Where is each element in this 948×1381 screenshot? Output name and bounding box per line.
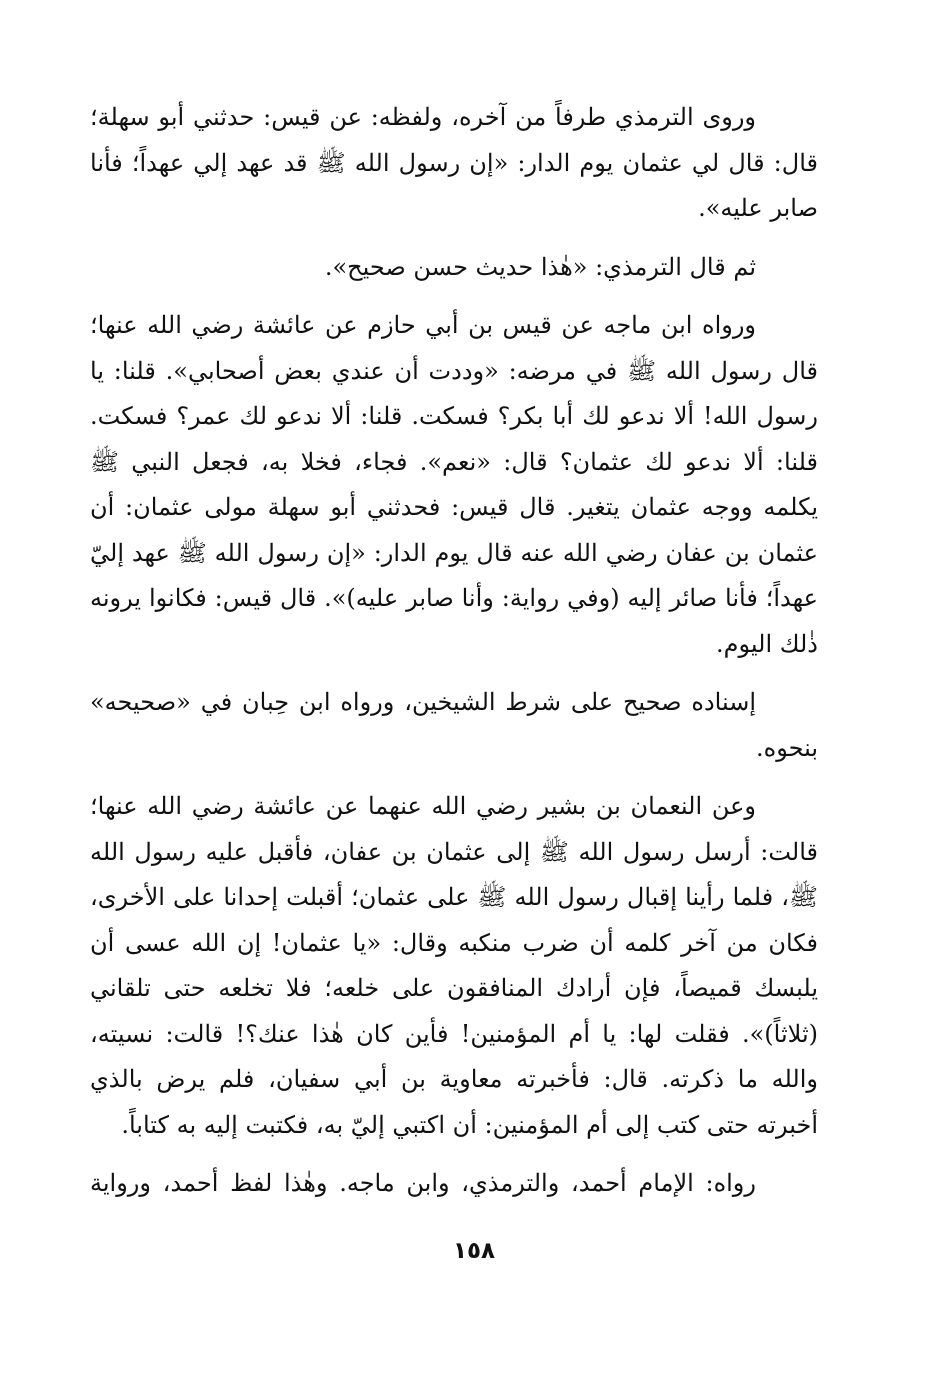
paragraph-tirmidhi-narration: وروى الترمذي طرفاً من آخره، ولفظه: عن قيس: حدثني أبو سهلة؛ قال: قال لي عثمان يوم الدار: «إن رسول الله ﷺ قد عهد إلي عهداً؛ فأنا صابر عليه». (90, 103, 818, 222)
paragraph-sources: رواه: الإمام أحمد، والترمذي، وابن ماجه. وهٰذا لفظ أحمد، ورواية (90, 1169, 756, 1197)
paragraph-ibn-majah-narration: ورواه ابن ماجه عن قيس بن أبي حازم عن عائشة رضي الله عنها؛ قال رسول الله ﷺ في مرضه: «وددت أن عندي بعض أصحابي». قلنا: يا رسول الله! ألا ندعو لك أبا بكر؟ فسكت. قلنا: ألا ندعو لك عمر؟ فسكت. قلنا: ألا ندعو لك عثمان؟ قال: «نعم». فجاء، فخلا به، فجعل النبي ﷺ يكلمه ووجه عثمان يتغير. قال قيس: فحدثني أبو سهلة مولى عثمان: أن عثمان بن عفان رضي الله عنه قال يوم الدار: «إن رسول الله ﷺ عهد إليّ عهداً؛ فأنا صائر إليه (وفي رواية: وأنا صابر عليه)». قال قيس: فكانوا يرونه ذٰلك اليوم. (90, 311, 818, 658)
paragraph-tirmidhi-grading: ثم قال الترمذي: «هٰذا حديث حسن صحيح». (324, 252, 756, 281)
paragraph-numan-narration: وعن النعمان بن بشير رضي الله عنهما عن عائشة رضي الله عنها؛ قالت: أرسل رسول الله ﷺ إلى عثمان بن عفان، فأقبل عليه رسول الله ﷺ، فلما رأينا إقبال رسول الله ﷺ على عثمان؛ أقبلت إحدانا على الأخرى، فكان من آخر كلمه أن ضرب منكبه وقال: «يا عثمان! إن الله عسى أن يلبسك قميصاً، فإن أرادك المنافقون على خلعه؛ فلا تخلعه حتى تلقاني (ثلاثاً)». فقلت لها: يا أم المؤمنين! فأين كان هٰذا عنك؟! قالت: نسيته، والله ما ذكرته. قال: فأخبرته معاوية بن أبي سفيان، فلم يرض بالذي أخبرته حتى كتب إلى أم المؤمنين: أن اكتبي إليّ به، فكتبت إليه به كتاباً. (90, 792, 818, 1139)
paragraph-isnad-grading: إسناده صحيح على شرط الشيخين، ورواه ابن حِبان في «صحيحه» بنحوه. (90, 688, 818, 762)
page-number: ١٥٨ (452, 1238, 496, 1264)
page-body (90, 95, 818, 1220)
